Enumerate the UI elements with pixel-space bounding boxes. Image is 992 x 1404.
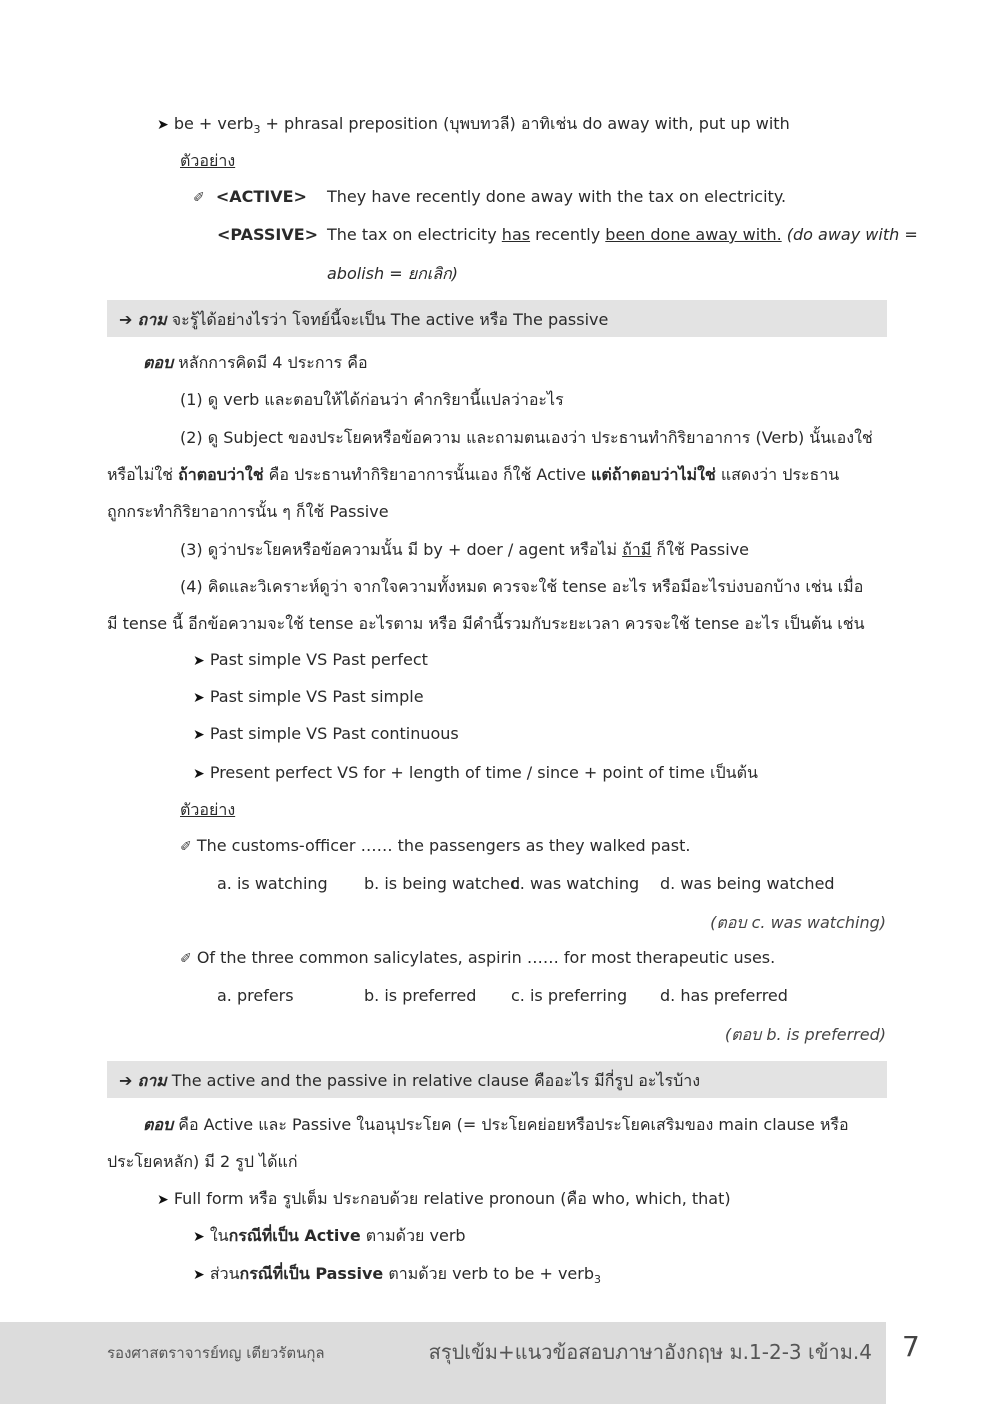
- answer-intro-2: ตอบ คือ Active และ Passive ในอนุประโยค (= ประโยคย่อยหรือประโยคเสริมของ main clause หรือ: [143, 1115, 849, 1134]
- answer-key-1: (ตอบ c. was watching): [710, 913, 886, 932]
- choice: b. is preferred: [364, 986, 477, 1005]
- full-form-bullet: ➤ Full form หรือ รูปเต็ม ประกอบด้วย relative pronoun (คือ who, which, that): [157, 1189, 731, 1208]
- active-row: ✐ <ACTIVE>: [193, 187, 307, 206]
- example-label-2: ตัวอย่าง: [180, 800, 236, 819]
- principle-2-line1: (2) ดู Subject ของประโยคหรือข้อความ และถามตนเองว่า ประธานทำกิริยาอาการ (Verb) นั้นเองใช่: [180, 428, 873, 447]
- exercise-question-2: ✐ Of the three common salicylates, aspirin …… for most therapeutic uses.: [180, 948, 776, 967]
- choice: c. is preferring: [511, 986, 628, 1005]
- active-sentence: They have recently done away with the tax on electricity.: [327, 187, 787, 206]
- principle-4-line1: (4) คิดและวิเคราะห์ดูว่า จากใจความทั้งหมด ควรจะใช้ tense อะไร หรือมีอะไรบ่งบอกบ้าง เช่น เมื่อ: [180, 577, 864, 596]
- pencil-icon: ✐: [193, 190, 205, 206]
- choice: a. is watching: [217, 874, 328, 893]
- tense-bullet: ➤ Past simple VS Past simple: [193, 687, 424, 706]
- passive-sentence: The tax on electricity has recently been done away with. (do away with =: [327, 225, 918, 244]
- right-arrow-icon: ➔: [119, 310, 133, 329]
- active-case-bullet: ➤ ในกรณีที่เป็น Active ตามด้วย verb: [193, 1226, 466, 1245]
- answer-intro-2-cont: ประโยคหลัก) มี 2 รูป ได้แก่: [107, 1152, 298, 1171]
- triangle-bullet-icon: ➤: [193, 1229, 205, 1245]
- choice: d. was being watched: [660, 874, 835, 893]
- bullet-phrasal: ➤ be + verb$_3$ + phrasal preposition (บุพบทวลี) อาทิเช่น do away with, put up with: [157, 114, 790, 137]
- passive-sentence-cont: abolish = ยกเลิก): [327, 264, 458, 283]
- answer-intro-1: ตอบ หลักการคิดมี 4 ประการ คือ: [143, 353, 368, 372]
- choice: d. has preferred: [660, 986, 788, 1005]
- tense-bullet: ➤ Past simple VS Past continuous: [193, 724, 459, 743]
- principle-2-line2: หรือไม่ใช่ ถ้าตอบว่าใช่ คือ ประธานทำกิริยาอาการนั้นเอง ก็ใช้ Active แต่ถ้าตอบว่าไม่ใช่ แสดงว่า ประธาน: [107, 465, 840, 484]
- choice: a. prefers: [217, 986, 294, 1005]
- passive-tag: <PASSIVE>: [217, 225, 319, 244]
- principle-2-line3: ถูกกระทำกิริยาอาการนั้น ๆ ก็ใช้ Passive: [107, 502, 389, 521]
- footer-book-title: สรุปเข้ม+แนวข้อสอบภาษาอังกฤษ ม.1-2-3 เข้าม.4: [428, 1340, 872, 1364]
- triangle-bullet-icon: ➤: [193, 1267, 205, 1283]
- choice: c. was watching: [511, 874, 640, 893]
- triangle-bullet-icon: ➤: [193, 727, 205, 743]
- triangle-bullet-icon: ➤: [193, 766, 205, 782]
- triangle-bullet-icon: ➤: [193, 690, 205, 706]
- right-arrow-icon: ➔: [119, 1071, 133, 1090]
- example-label-1: ตัวอย่าง: [180, 151, 236, 170]
- question-bar-1: ➔ ถาม จะรู้ได้อย่างไรว่า โจทย์นี้จะเป็น The active หรือ The passive: [107, 300, 887, 337]
- tense-bullet: ➤ Present perfect VS for + length of time / since + point of time เป็นต้น: [193, 763, 758, 782]
- principle-4-line2: มี tense นี้ อีกข้อความจะใช้ tense อะไรตาม หรือ มีคำนี้รวมกับระยะเวลา ควรจะใช้ tense อะไร เป็นต้น เช่น: [107, 614, 865, 633]
- triangle-bullet-icon: ➤: [157, 1192, 169, 1208]
- principle-1: (1) ดู verb และตอบให้ได้ก่อนว่า คำกริยานี้แปลว่าอะไร: [180, 390, 564, 409]
- pencil-icon: ✐: [180, 839, 192, 855]
- answer-key-2: (ตอบ b. is preferred): [724, 1025, 886, 1044]
- exercise-question-1: ✐ The customs-officer …… the passengers as they walked past.: [180, 836, 691, 855]
- page-footer: [0, 1322, 886, 1404]
- pencil-icon: ✐: [180, 951, 192, 967]
- question-bar-2: ➔ ถาม The active and the passive in relative clause คืออะไร มีกี่รูป อะไรบ้าง: [107, 1061, 887, 1098]
- footer-author: รองศาสตราจารย์ทญ เตียวรัตนกุล: [107, 1344, 325, 1362]
- choice: b. is being watched: [364, 874, 521, 893]
- tense-bullet: ➤ Past simple VS Past perfect: [193, 650, 428, 669]
- triangle-bullet-icon: ➤: [193, 653, 205, 669]
- triangle-bullet-icon: ➤: [157, 117, 169, 133]
- page-number: 7: [902, 1330, 920, 1363]
- passive-case-bullet: ➤ ส่วนกรณีที่เป็น Passive ตามด้วย verb to be + verb$_3$: [193, 1264, 601, 1287]
- principle-3: (3) ดูว่าประโยคหรือข้อความนั้น มี by + doer / agent หรือไม่ ถ้ามี ก็ใช้ Passive: [180, 540, 750, 559]
